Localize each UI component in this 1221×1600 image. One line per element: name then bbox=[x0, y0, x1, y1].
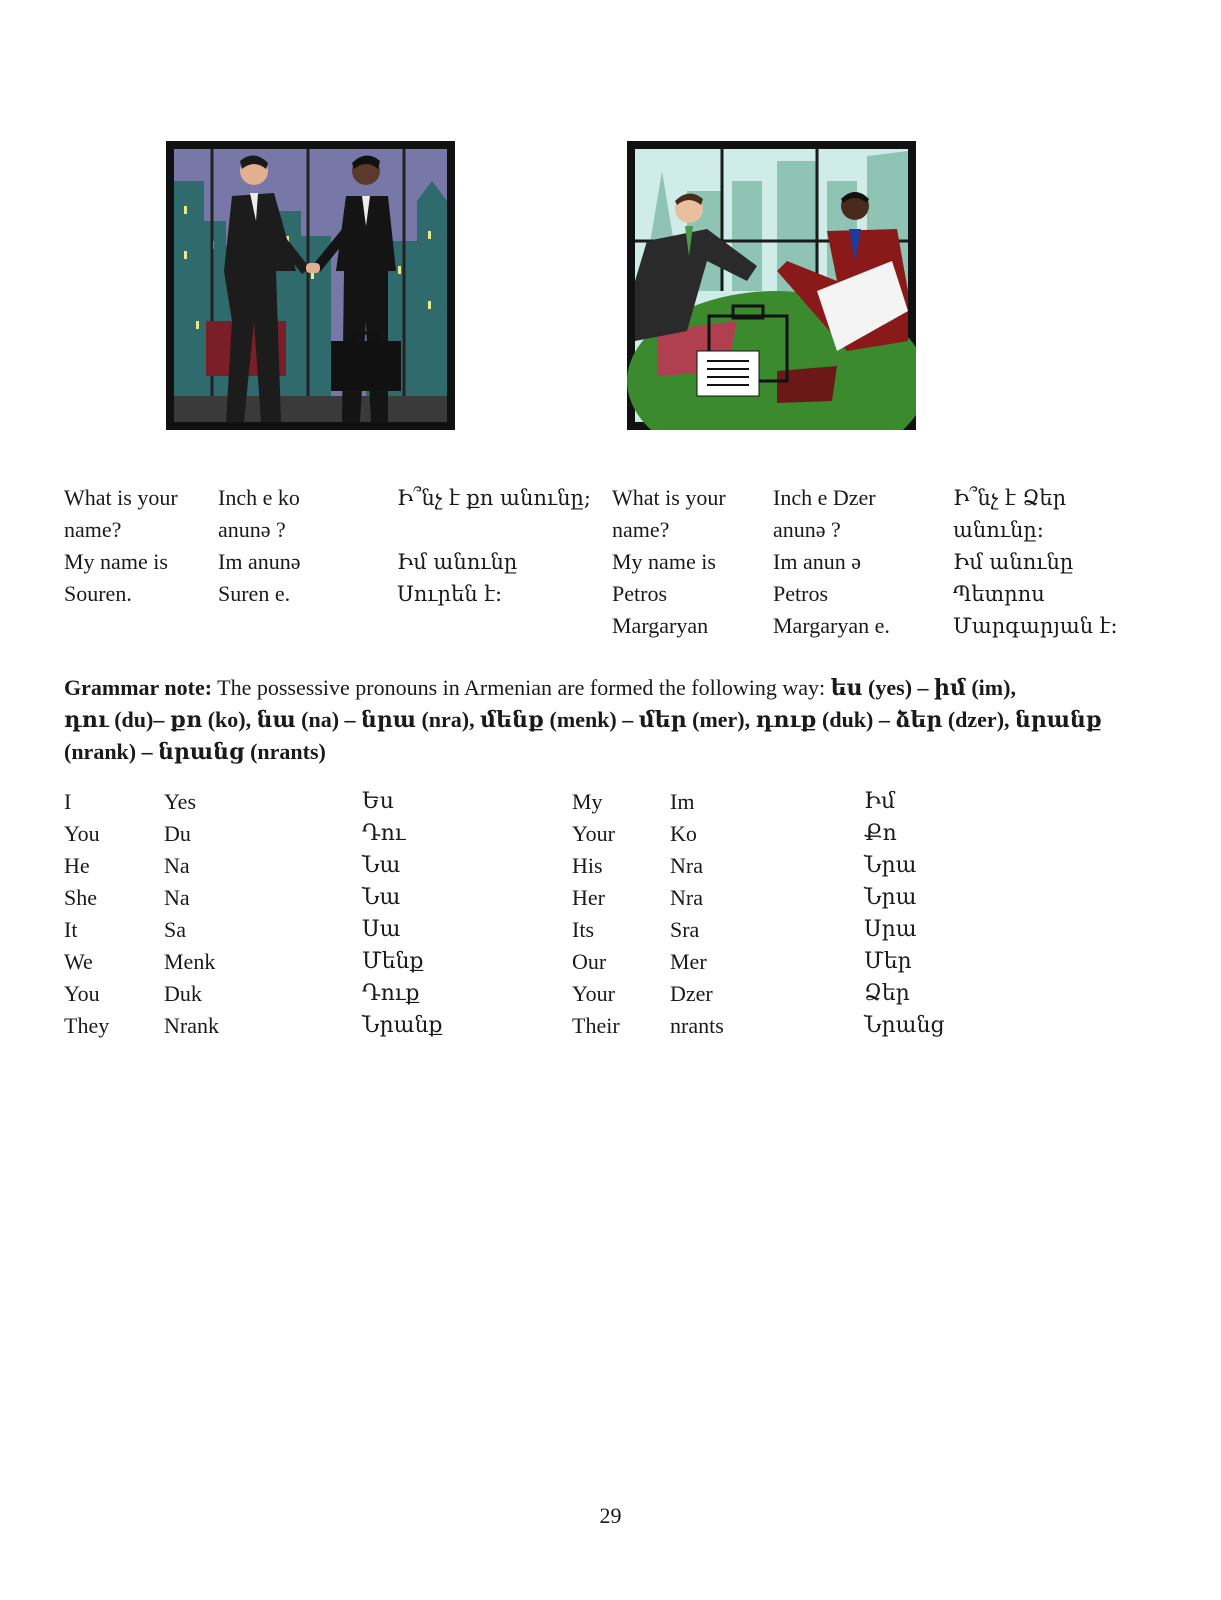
pronoun-translit-list bbox=[164, 786, 219, 1042]
grammar-note-intro: The possessive pronouns in Armenian are formed the following way: bbox=[212, 675, 831, 700]
list-item: Duk bbox=[164, 981, 202, 1006]
list-item: Քո bbox=[864, 821, 897, 846]
handshake-city-illustration bbox=[166, 141, 455, 430]
page-number: 29 bbox=[599, 1503, 622, 1528]
list-item: You bbox=[64, 981, 100, 1006]
meeting-handshake-illustration bbox=[627, 141, 916, 430]
grammar-note-last-translit: (nrants) bbox=[250, 739, 326, 764]
list-item: Mer bbox=[670, 949, 707, 974]
list-item: Yes bbox=[164, 789, 197, 814]
list-item: Նրա bbox=[864, 885, 917, 910]
list-item: Մենք bbox=[362, 949, 424, 974]
list-item: Your bbox=[572, 821, 616, 846]
list-item: I bbox=[64, 789, 72, 814]
list-item: Նրանք bbox=[362, 1013, 443, 1038]
pronoun-armenian-list bbox=[362, 786, 442, 1042]
grammar-note-pair-1: ես (yes) – իմ (im), bbox=[830, 675, 1016, 700]
list-item: His bbox=[572, 853, 603, 878]
list-item: Նա bbox=[362, 853, 401, 878]
dialogue-right-armenian: Ի՞նչ է Ձեր անունը: Իմ անունը Պետրոս Մարգարյան է: bbox=[953, 486, 1118, 638]
list-item: Sa bbox=[164, 917, 186, 942]
dialogue-left-english: What is your name? My name is Souren. bbox=[64, 485, 178, 606]
list-item: Դու bbox=[362, 821, 406, 846]
dialogue-right-translit: Inch e Dzer anunə ? Im anun ə Petros Margaryan e. bbox=[773, 485, 890, 638]
grammar-note-pairs: դու (du)– քո (ko), նա (na) – նրա (nra), մենք (menk) – մեր (mer), դուք (duk) – ձեր (dzer), նրանք bbox=[64, 707, 1102, 732]
list-item: nrants bbox=[670, 1013, 724, 1038]
possessive-armenian-list bbox=[864, 786, 945, 1042]
list-item: Ko bbox=[670, 821, 697, 846]
list-item: Menk bbox=[164, 949, 216, 974]
possessive-english-list bbox=[572, 786, 620, 1042]
list-item: Your bbox=[572, 981, 616, 1006]
list-item: Her bbox=[572, 885, 605, 910]
list-item: Du bbox=[164, 821, 191, 846]
list-item: Սրա bbox=[864, 917, 917, 942]
list-item: Im bbox=[670, 789, 695, 814]
list-item: It bbox=[64, 917, 78, 942]
grammar-note-last-pair: (nrank) – նրանց bbox=[64, 739, 251, 764]
grammar-note-label: Grammar note: bbox=[64, 675, 213, 700]
list-item: Դուք bbox=[362, 981, 420, 1006]
list-item: She bbox=[64, 885, 97, 910]
list-item: Our bbox=[572, 949, 607, 974]
list-item: Ես bbox=[362, 789, 394, 814]
list-item: Մեր bbox=[864, 949, 912, 974]
possessive-translit-list bbox=[670, 786, 724, 1042]
list-item: You bbox=[64, 821, 100, 846]
list-item: Նրա bbox=[864, 853, 917, 878]
list-item: Նրանց bbox=[864, 1013, 945, 1038]
list-item: We bbox=[64, 949, 93, 974]
list-item: Its bbox=[572, 917, 594, 942]
list-item: Their bbox=[572, 1013, 620, 1038]
list-item: Sra bbox=[670, 917, 700, 942]
list-item: Nrank bbox=[164, 1013, 219, 1038]
list-item: Նա bbox=[362, 885, 401, 910]
list-item: Ձեր bbox=[864, 981, 910, 1006]
list-item: They bbox=[64, 1013, 110, 1038]
list-item: Սա bbox=[362, 917, 401, 942]
dialogue-left-armenian: Ի՞նչ է քո անունը; Իմ անունը Սուրեն է: bbox=[397, 486, 591, 606]
pronoun-english-list bbox=[64, 786, 109, 1042]
list-item: Na bbox=[164, 853, 190, 878]
dialogue-left-translit: Inch e ko anunə ? Im anunə Suren e. bbox=[218, 485, 301, 606]
list-item: Իմ bbox=[864, 789, 896, 814]
list-item: He bbox=[64, 853, 90, 878]
list-item: Nra bbox=[670, 885, 703, 910]
grammar-note bbox=[64, 672, 1164, 768]
dialogue-right-english: What is your name? My name is Petros Margaryan bbox=[612, 485, 726, 638]
list-item: Nra bbox=[670, 853, 703, 878]
list-item: Na bbox=[164, 885, 190, 910]
list-item: Dzer bbox=[670, 981, 713, 1006]
list-item: My bbox=[572, 789, 603, 814]
